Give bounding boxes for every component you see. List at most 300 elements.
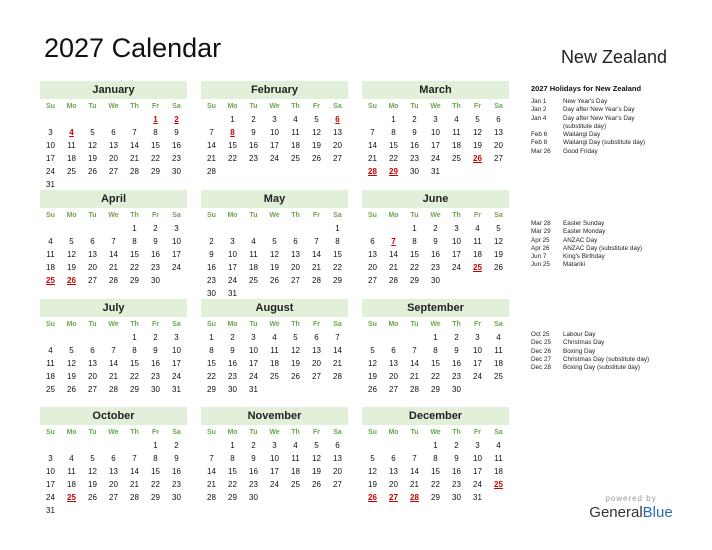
holiday-name: Day after New Year's Day [563,106,635,114]
day-cell: 26 [312,154,321,163]
weekday-header [40,101,187,113]
weekday-label: Th [291,212,300,219]
weekday-label: Fr [152,103,159,110]
holiday-name: King's Birthday [563,253,605,261]
month-september [362,299,509,396]
day-cell: 29 [130,276,139,285]
day-cell: 8 [132,346,137,355]
day-cell: 11 [270,346,279,355]
day-cell: 13 [389,359,398,368]
day-cell: 11 [494,346,503,355]
holiday-name: Boxing Day [563,347,596,355]
holiday-row [531,106,706,114]
day-cell: 23 [151,372,160,381]
weekday-label: We [108,321,119,328]
day-cell: 19 [67,263,76,272]
day-cell: 3 [230,237,235,246]
day-cell: 20 [88,372,97,381]
day-grid [201,331,348,396]
day-cell: 10 [172,237,181,246]
day-grid [201,222,348,300]
day-cell: 4 [251,237,256,246]
month-february [201,81,348,178]
day-cell: 14 [333,346,342,355]
day-cell: 5 [370,454,375,463]
day-cell: 15 [228,141,237,150]
weekday-label: Tu [88,212,97,219]
day-cell: 15 [410,250,419,259]
day-cell: 7 [412,346,417,355]
day-cell: 4 [69,454,74,463]
empty-cell [243,222,264,235]
month-name: August [201,299,348,317]
day-cell: 3 [251,333,256,342]
weekday-label: Sa [333,429,342,436]
day-cell: 11 [46,250,55,259]
day-cell: 21 [109,263,118,272]
day-cell: 16 [249,141,258,150]
holiday-row [531,237,706,245]
day-cell: 27 [109,167,118,176]
day-cell: 13 [333,128,342,137]
day-cell: 23 [151,263,160,272]
day-cell: 9 [454,346,459,355]
weekday-header [362,101,509,113]
weekday-label: Fr [474,103,481,110]
day-cell: 14 [207,467,216,476]
holiday-date: Feb 8 [531,139,548,147]
weekday-label: We [269,103,280,110]
day-cell: 7 [111,346,116,355]
day-cell: 10 [46,467,55,476]
weekday-label: Mo [227,321,238,328]
day-cell: 20 [389,480,398,489]
weekday-label: Mo [388,212,399,219]
day-cell: 22 [431,372,440,381]
day-cell: 24 [172,263,181,272]
empty-cell [40,439,61,452]
day-grid [201,439,348,504]
empty-cell [103,113,124,126]
empty-cell [383,222,404,235]
day-cell: 9 [153,346,158,355]
month-january [40,81,187,191]
day-cell: 20 [291,263,300,272]
day-cell: 9 [412,128,417,137]
day-cell: 4 [475,224,480,233]
day-grid [40,331,187,396]
holiday-name: ANZAC Day [563,236,598,244]
day-cell: 26 [494,263,503,272]
empty-cell [61,222,82,235]
empty-cell [82,222,103,235]
holiday-day-cell: 28 [410,493,419,502]
day-cell: 31 [172,385,181,394]
day-cell: 17 [452,250,461,259]
day-cell: 22 [389,154,398,163]
day-cell: 24 [172,372,181,381]
day-cell: 3 [272,115,277,124]
day-cell: 1 [412,224,417,233]
day-cell: 21 [368,154,377,163]
day-cell: 16 [151,359,160,368]
day-cell: 6 [90,346,95,355]
day-cell: 15 [228,467,237,476]
empty-cell [222,222,243,235]
empty-cell [362,439,383,452]
day-cell: 10 [473,454,482,463]
day-cell: 18 [67,480,76,489]
day-cell: 26 [67,385,76,394]
empty-cell [82,439,103,452]
day-cell: 4 [496,333,501,342]
day-cell: 26 [368,385,377,394]
empty-cell [40,113,61,126]
day-cell: 3 [272,441,277,450]
month-december [362,407,509,504]
holiday-day-cell: 8 [230,128,235,137]
day-cell: 13 [109,467,118,476]
day-cell: 15 [333,250,342,259]
holiday-date: Jun 7 [531,253,547,261]
day-cell: 30 [151,276,160,285]
day-cell: 22 [228,480,237,489]
day-cell: 14 [130,141,139,150]
holiday-name: Labour Day [563,331,596,338]
day-cell: 26 [88,493,97,502]
day-cell: 25 [494,372,503,381]
day-cell: 6 [391,454,396,463]
day-cell: 4 [454,115,459,124]
day-cell: 28 [207,493,216,502]
holiday-day-cell: 25 [473,263,482,272]
weekday-label: Tu [88,429,97,436]
day-cell: 14 [410,467,419,476]
holiday-date: Mar 28 [531,220,551,227]
month-name: April [40,190,187,208]
weekday-header [362,319,509,331]
holiday-row [531,220,706,228]
day-cell: 22 [228,154,237,163]
weekday-label: Th [291,103,300,110]
holiday-date: Jun 25 [531,261,550,269]
day-cell: 17 [46,154,55,163]
weekday-label: Su [368,103,377,110]
day-cell: 13 [333,454,342,463]
day-cell: 5 [314,441,319,450]
day-cell: 18 [473,250,482,259]
day-cell: 25 [291,154,300,163]
day-cell: 2 [209,237,214,246]
day-cell: 29 [410,276,419,285]
day-cell: 11 [291,128,300,137]
day-cell: 7 [209,454,214,463]
weekday-label: Tu [410,321,419,328]
holiday-date [531,123,563,131]
day-cell: 10 [172,346,181,355]
day-grid [362,113,509,178]
day-cell: 23 [410,154,419,163]
brand-blue: Blue [642,504,673,521]
day-cell: 24 [473,372,482,381]
day-cell: 21 [410,480,419,489]
day-cell: 10 [452,237,461,246]
day-cell: 2 [153,333,158,342]
day-cell: 30 [172,167,181,176]
day-cell: 13 [88,250,97,259]
day-cell: 26 [312,480,321,489]
weekday-label: Th [291,429,300,436]
day-cell: 13 [291,250,300,259]
holiday-group [531,220,706,270]
day-cell: 27 [333,154,342,163]
weekday-label: Su [46,321,55,328]
day-cell: 24 [46,167,55,176]
day-cell: 30 [452,385,461,394]
day-cell: 25 [249,276,258,285]
month-name: September [362,299,509,317]
day-cell: 7 [111,237,116,246]
day-cell: 1 [230,115,235,124]
day-cell: 27 [312,372,321,381]
month-march [362,81,509,178]
empty-cell [285,222,306,235]
day-cell: 3 [174,333,179,342]
day-cell: 23 [172,480,181,489]
month-august [201,299,348,396]
weekday-label: Fr [474,429,481,436]
day-cell: 29 [151,493,160,502]
day-cell: 17 [172,250,181,259]
day-cell: 8 [132,237,137,246]
month-name: March [362,81,509,99]
holiday-row [531,331,706,339]
weekday-label: Fr [474,212,481,219]
day-cell: 25 [46,385,55,394]
empty-cell [103,439,124,452]
month-june [362,190,509,287]
weekday-label: Fr [152,212,159,219]
day-grid [362,439,509,504]
day-cell: 29 [431,385,440,394]
day-cell: 31 [249,385,258,394]
weekday-label: We [430,429,441,436]
day-cell: 7 [370,128,375,137]
weekday-label: Mo [66,429,77,436]
day-cell: 28 [109,385,118,394]
day-cell: 24 [228,276,237,285]
empty-cell [124,439,145,452]
day-cell: 10 [431,128,440,137]
day-cell: 3 [48,128,53,137]
holiday-row [531,261,706,269]
holiday-row [531,253,706,261]
day-cell: 16 [207,263,216,272]
day-cell: 17 [431,141,440,150]
holiday-date: Jan 2 [531,106,547,114]
day-cell: 25 [452,154,461,163]
day-cell: 8 [391,128,396,137]
holiday-row [531,131,706,139]
day-cell: 3 [48,454,53,463]
day-cell: 25 [67,167,76,176]
weekday-label: Su [46,212,55,219]
day-cell: 2 [153,224,158,233]
weekday-label: Su [368,321,377,328]
day-cell: 16 [452,467,461,476]
day-cell: 18 [494,359,503,368]
weekday-label: Su [207,429,216,436]
day-cell: 29 [333,276,342,285]
empty-cell [61,439,82,452]
day-cell: 17 [228,263,237,272]
day-cell: 29 [431,493,440,502]
day-cell: 20 [109,480,118,489]
month-name: November [201,407,348,425]
day-cell: 21 [207,480,216,489]
day-grid [362,222,509,287]
weekday-label: Th [452,103,461,110]
holiday-day-cell: 2 [174,115,179,124]
day-cell: 4 [496,441,501,450]
day-cell: 19 [494,250,503,259]
holiday-day-cell: 27 [389,493,398,502]
holiday-date: Jan 1 [531,98,547,105]
day-cell: 4 [293,115,298,124]
day-cell: 31 [473,493,482,502]
weekday-label: Sa [494,212,503,219]
holiday-row [531,139,706,147]
day-cell: 4 [48,237,53,246]
empty-cell [362,331,383,344]
day-cell: 3 [475,441,480,450]
day-cell: 6 [314,333,319,342]
day-cell: 27 [109,493,118,502]
day-cell: 24 [452,263,461,272]
month-name: June [362,190,509,208]
day-cell: 22 [151,480,160,489]
day-cell: 28 [130,167,139,176]
day-cell: 15 [151,467,160,476]
day-cell: 6 [111,128,116,137]
month-name: May [201,190,348,208]
holiday-row [531,245,706,253]
day-cell: 16 [452,359,461,368]
day-cell: 13 [368,250,377,259]
weekday-label: We [430,321,441,328]
day-cell: 12 [312,454,321,463]
day-cell: 24 [270,154,279,163]
day-cell: 18 [46,263,55,272]
country-name: New Zealand [560,47,667,67]
day-cell: 17 [270,467,279,476]
holiday-group [531,84,706,156]
holiday-date: Apr 26 [531,244,550,252]
holiday-name: Easter Sunday [563,220,605,227]
day-cell: 12 [368,359,377,368]
day-cell: 15 [431,359,440,368]
day-cell: 12 [270,250,279,259]
weekday-label: Fr [474,321,481,328]
holiday-name: Waitangi Day (substitute day) [563,139,646,147]
day-cell: 27 [494,154,503,163]
day-cell: 11 [249,250,258,259]
day-cell: 15 [389,141,398,150]
day-cell: 31 [228,289,237,298]
day-cell: 1 [209,333,214,342]
day-cell: 29 [228,493,237,502]
day-cell: 26 [270,276,279,285]
day-cell: 20 [109,154,118,163]
weekday-label: Su [207,103,216,110]
day-cell: 14 [312,250,321,259]
day-cell: 3 [475,333,480,342]
day-cell: 5 [314,115,319,124]
day-grid [40,222,187,287]
day-cell: 20 [312,359,321,368]
weekday-label: Su [207,321,216,328]
holiday-name: (substitute day) [563,122,607,130]
day-cell: 28 [333,372,342,381]
day-cell: 19 [368,480,377,489]
day-grid [201,113,348,178]
day-cell: 10 [249,346,258,355]
day-cell: 30 [452,493,461,502]
day-cell: 10 [270,454,279,463]
holiday-row [531,98,706,106]
month-name: February [201,81,348,99]
holiday-day-cell: 4 [69,128,74,137]
day-cell: 30 [249,493,258,502]
weekday-label: Mo [227,103,238,110]
day-cell: 15 [130,250,139,259]
holiday-row [531,228,706,236]
holiday-day-cell: 26 [368,493,377,502]
day-cell: 17 [46,480,55,489]
weekday-label: Mo [66,212,77,219]
empty-cell [82,331,103,344]
day-cell: 10 [473,346,482,355]
weekday-header [40,210,187,222]
holiday-name: Easter Monday [563,228,606,236]
day-cell: 23 [452,372,461,381]
day-cell: 16 [431,250,440,259]
day-cell: 16 [228,359,237,368]
day-cell: 16 [410,141,419,150]
day-cell: 16 [151,250,160,259]
day-cell: 31 [46,180,55,189]
day-cell: 12 [88,467,97,476]
day-cell: 22 [151,154,160,163]
day-cell: 25 [270,372,279,381]
weekday-label: Mo [66,321,77,328]
holiday-row [531,339,706,347]
day-cell: 29 [130,385,139,394]
holiday-name: New Year's Day [563,98,608,105]
day-cell: 12 [494,237,503,246]
day-cell: 20 [368,263,377,272]
generalblue-logo [586,494,676,521]
day-cell: 18 [67,154,76,163]
day-cell: 7 [314,237,319,246]
day-cell: 8 [209,346,214,355]
day-cell: 17 [172,359,181,368]
holiday-row [531,348,706,356]
weekday-label: Th [130,103,139,110]
day-cell: 30 [172,493,181,502]
weekday-label: Su [46,429,55,436]
day-cell: 4 [293,441,298,450]
